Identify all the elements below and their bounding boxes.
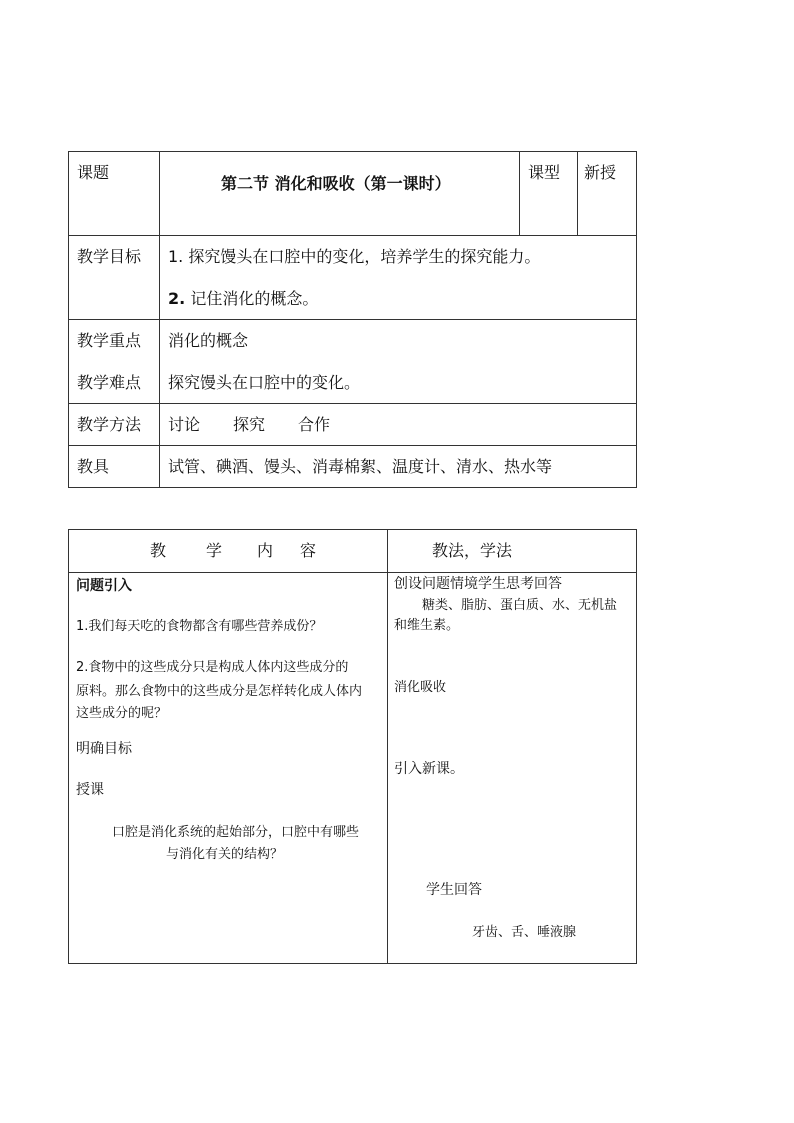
difficulty-label: 教学难点 [77, 373, 142, 392]
row-divider [68, 403, 637, 404]
header-content-char-3: 内 [257, 541, 274, 560]
column-divider [577, 151, 578, 235]
goal-2-number: 2. [168, 289, 186, 308]
mouth-question-line-1: 口腔是消化系统的起始部分，口腔中有哪些 [112, 825, 360, 840]
student-answer: 学生回答 [426, 882, 482, 898]
row-divider [68, 445, 637, 446]
column-divider [159, 151, 160, 488]
column-divider [519, 151, 520, 235]
goal-2-text: 记住消化的概念。 [190, 289, 319, 308]
row-divider [68, 235, 637, 236]
key-points-value: 消化的概念 [168, 331, 249, 350]
question-2-line-2: 原料。那么食物中的这些成分是怎样转化成人体内 [76, 684, 363, 699]
type-value: 新授 [584, 163, 617, 182]
difficulty-value: 探究馒头在口腔中的变化。 [168, 373, 361, 392]
method-cooperation: 合作 [298, 415, 331, 434]
nutrients-line-1: 糖类、脂肪、蛋白质、水、无机盐 [422, 598, 618, 613]
tools-label: 教具 [77, 457, 110, 476]
method-discussion: 讨论 [168, 415, 201, 434]
mouth-structures: 牙齿、舌、唾液腺 [472, 925, 577, 940]
teach: 授课 [76, 782, 104, 798]
goal-2 [168, 289, 318, 309]
teaching-content-table [68, 529, 637, 964]
column-divider [387, 529, 388, 964]
type-label: 课型 [528, 163, 561, 182]
method-label: 教学方法 [77, 415, 142, 434]
situation-text: 创设问题情境学生思考回答 [394, 576, 562, 592]
question-2-line-1: 2.食物中的这些成分只是构成人体内这些成分的 [76, 660, 349, 675]
mouth-question-line-2: 与消化有关的结构？ [166, 847, 284, 862]
header-content-char-2: 学 [206, 541, 223, 560]
new-lesson: 引入新课。 [394, 761, 464, 777]
tools-value: 试管、碘酒、馒头、消毒棉絮、温度计、清水、热水等 [168, 457, 553, 476]
digest-absorb: 消化吸收 [394, 680, 447, 695]
header-content-char-1: 教 [150, 541, 167, 560]
row-divider [68, 319, 637, 320]
question-1: 1.我们每天吃的食物都含有哪些营养成份？ [76, 619, 323, 634]
header-method: 教法，学法 [432, 541, 513, 560]
topic-label: 课题 [77, 163, 110, 182]
topic-value: 第二节 消化和吸收（第一课时） [221, 174, 451, 193]
header-content-char-4: 容 [300, 541, 317, 560]
clear-goals: 明确目标 [76, 741, 132, 757]
question-2-line-3: 这些成分的呢？ [76, 706, 168, 721]
nutrients-line-2: 和维生素。 [394, 618, 460, 633]
method-inquiry: 探究 [233, 415, 266, 434]
goals-label: 教学目标 [77, 247, 142, 266]
goal-1: 1. 探究馒头在口腔中的变化，培养学生的探究能力。 [168, 247, 541, 266]
key-points-label: 教学重点 [77, 331, 142, 350]
header-divider [68, 572, 637, 573]
intro-heading: 问题引入 [76, 578, 132, 594]
